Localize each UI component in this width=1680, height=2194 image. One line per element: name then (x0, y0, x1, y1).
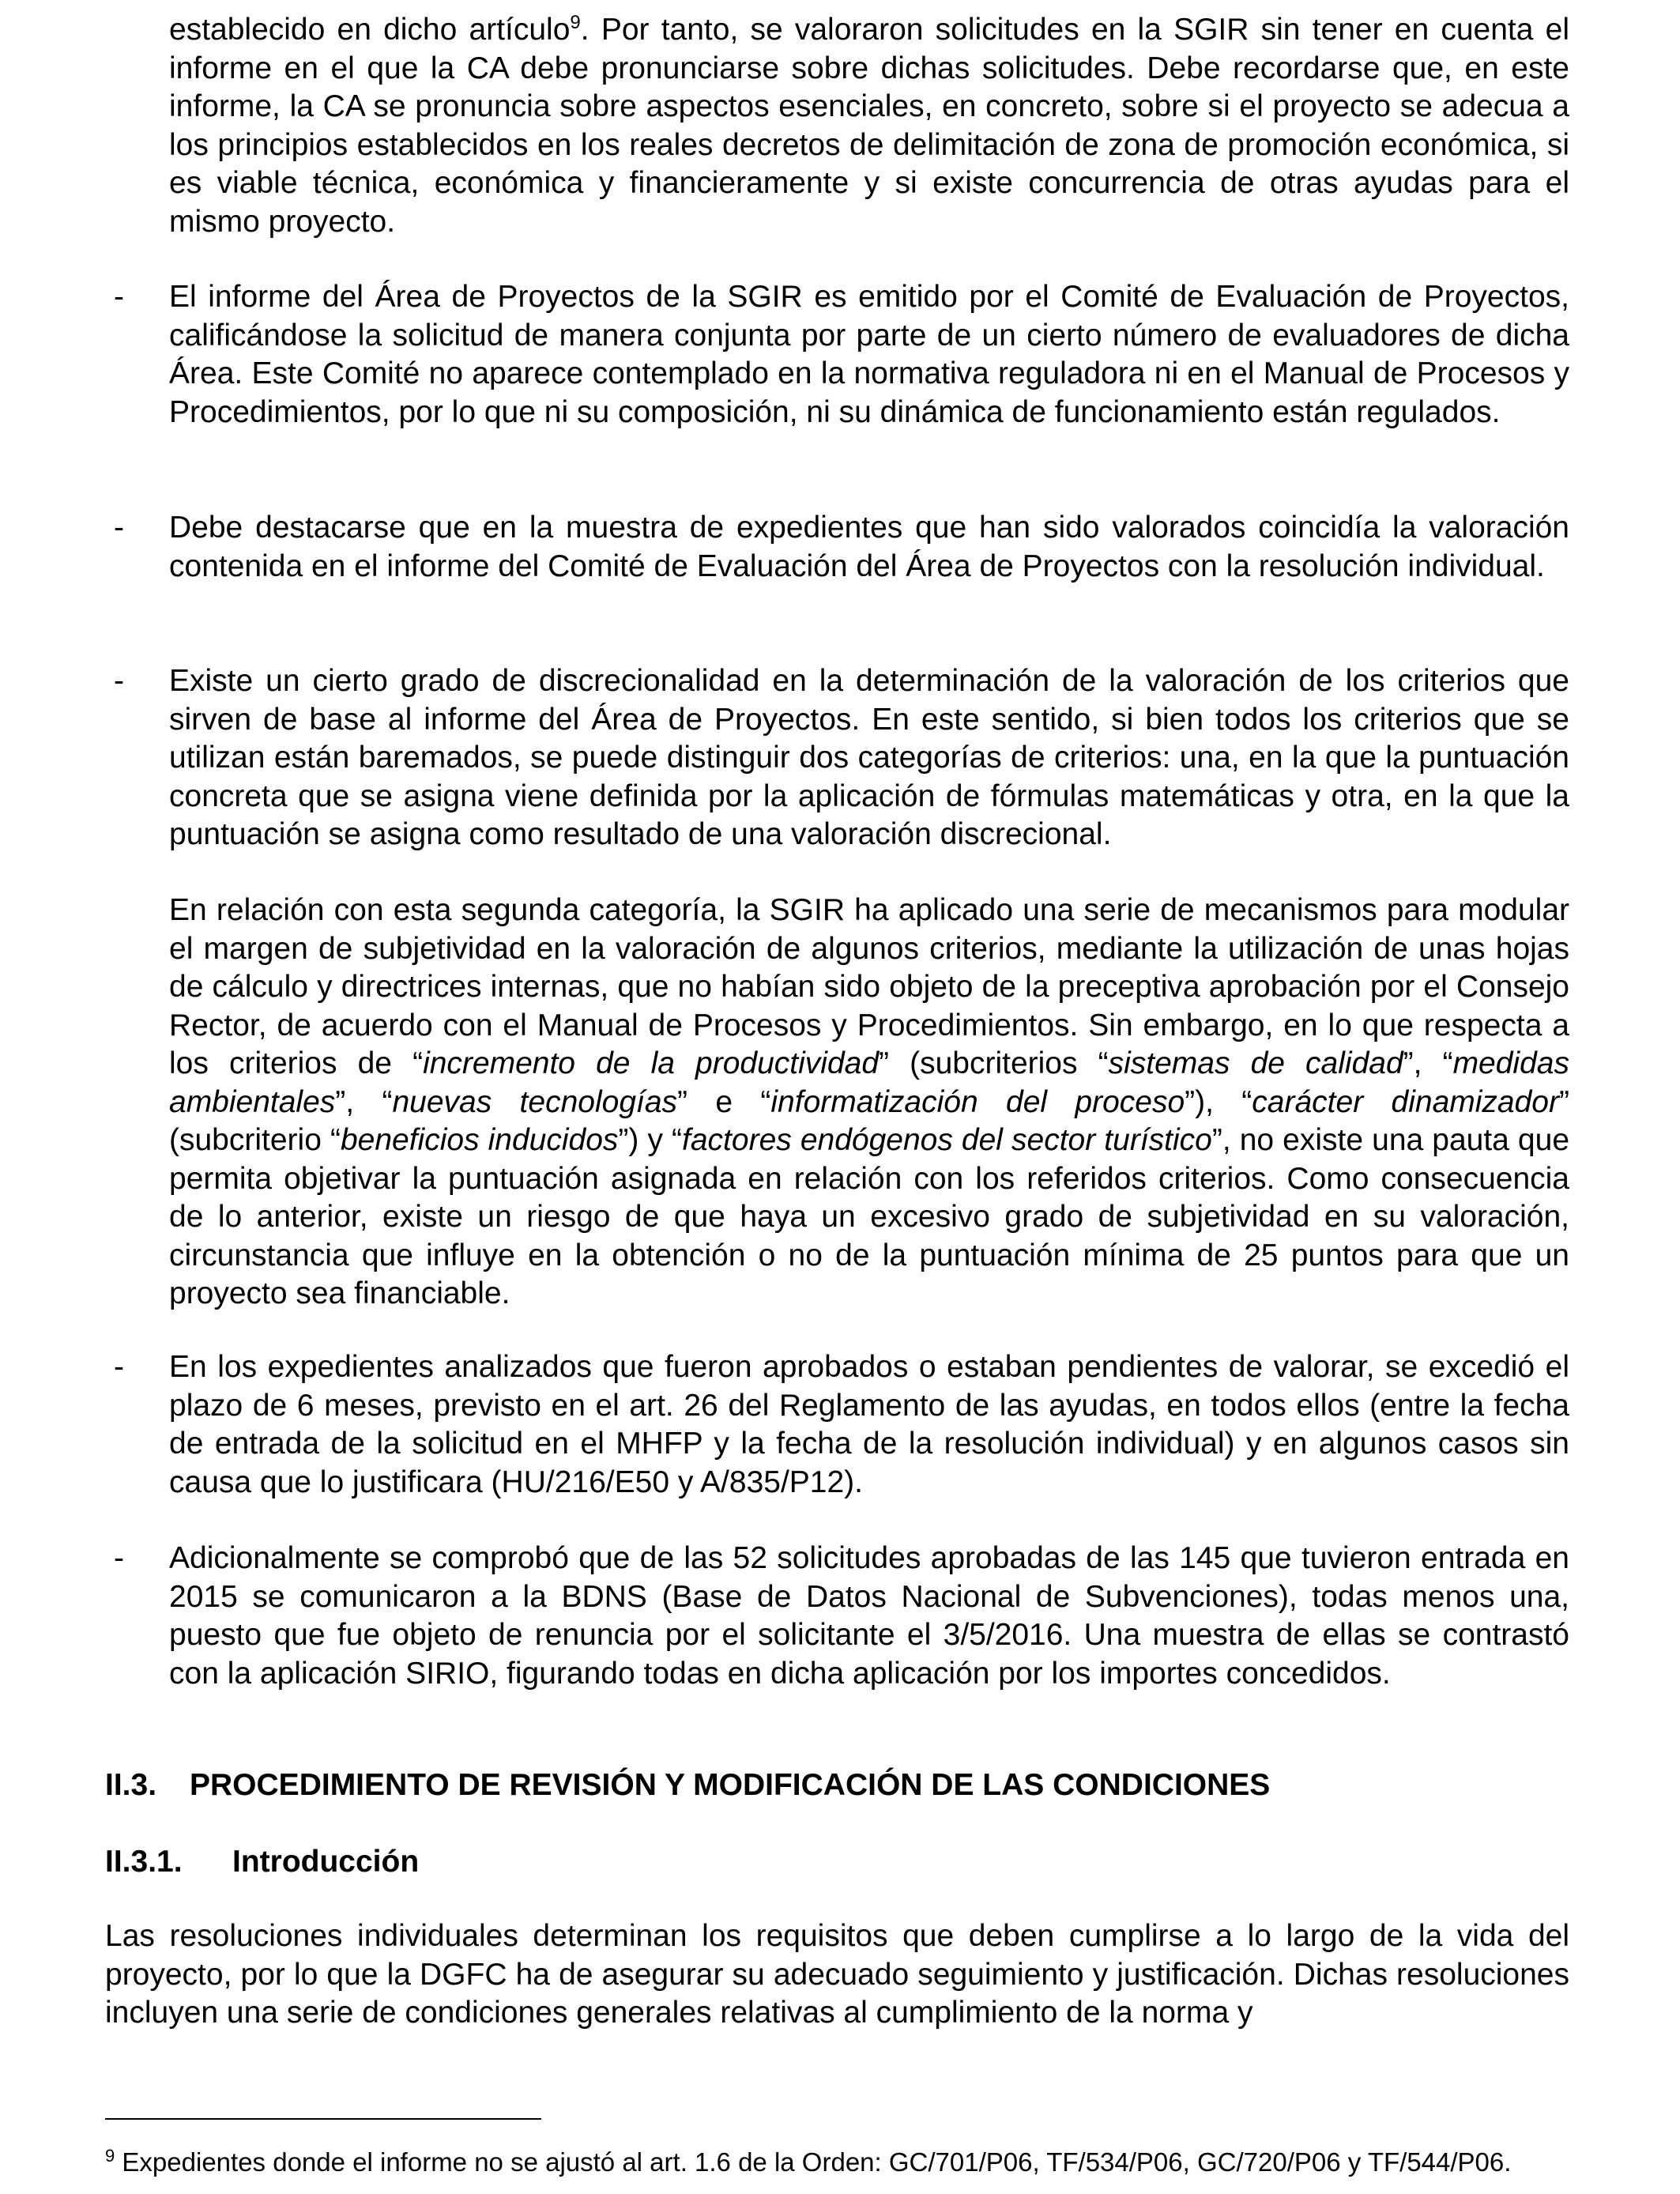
text-run: ” e “ (677, 1084, 771, 1119)
subsection-number: II.3.1. (105, 1845, 183, 1879)
italic-term: sistemas de calidad (1108, 1046, 1403, 1080)
italic-term: nuevas tecnologías (392, 1084, 678, 1119)
italic-term: beneficios inducidos (340, 1123, 619, 1157)
italic-term: factores endógenos del sector turístico (682, 1123, 1212, 1157)
footnote-text: Expedientes donde el informe no se ajustó al art. 1.6 de la Orden: GC/701/P06, TF/534/P06, GC/720/P06 y TF/544/P06. (115, 2147, 1512, 2177)
italic-term: carácter dinamizador (1252, 1084, 1559, 1119)
paragraph-continuation (169, 11, 1569, 241)
text-run: En relación con esta segunda categoría, la SGIR ha aplicado una serie de mecanismos para modular el margen de subjetividad en la valoración de algunos criterios, mediante la utilización de unas hojas de cálculo y directrices internas, que no habían sido objeto de la preceptiva aprobación por el Consejo Rector, de acuerdo con el Manual de Procesos y Procedimientos. Sin embargo, en lo que respecta a los criterios de “ (169, 893, 1569, 1080)
subsection-heading (105, 1843, 419, 1881)
bullet-item-valoracion: Debe destacarse que en la muestra de expedientes que han sido valorados coincidía la valoración contenida en el informe del Comité de Evaluación del Área de Proyectos con la resolución individual. (169, 511, 1569, 583)
bullet-item-plazo: En los expedientes analizados que fueron aprobados o estaban pendientes de valorar, se excedió el plazo de 6 meses, previsto en el art. 26 del Reglamento de las ayudas, en todos ellos (entre la fecha de entrada de la solicitud en el MHFP y la fecha de la resolución individual) y en algunos casos sin causa que lo justificara (HU/216/E50 y A/835/P12). (169, 1350, 1569, 1499)
footnote-reference: 9 (570, 12, 581, 33)
bullet-marker: - (114, 1350, 124, 1384)
bullet-item-discrecionalidad-continued (169, 892, 1569, 1314)
text-run: ”, “ (335, 1084, 393, 1119)
bullet-marker: - (114, 511, 124, 545)
italic-term: informatización del proceso (770, 1084, 1185, 1119)
subsection-title: Introducción (232, 1845, 420, 1879)
section-heading (105, 1766, 1270, 1804)
text-run: ”) y “ (618, 1123, 683, 1157)
bullet-marker: - (114, 280, 124, 314)
footnote-marker: 9 (105, 2146, 115, 2166)
italic-term: incremento de la productividad (423, 1046, 880, 1080)
italic-term: medidas ambientales (169, 1046, 1569, 1119)
text-run: ” (subcriterios “ (879, 1046, 1109, 1080)
section-title: PROCEDIMIENTO DE REVISIÓN Y MODIFICACIÓN DE LAS CONDICIONES (190, 1768, 1271, 1802)
bullet-item-committee: El informe del Área de Proyectos de la SGIR es emitido por el Comité de Evaluación de Proyectos, calificándose la solicitud de manera conjunta por parte de un cierto número de evaluadores de dicha Área. Este Comité no aparece contemplado en la normativa reguladora ni en el Manual de Procesos y Procedimientos, por lo que ni su composición, ni su dinámica de funcionamiento están regulados. (169, 280, 1569, 429)
text-run: ”, no existe una pauta que permita objetivar la puntuación asignada en relación con los referidos criterios. Como consecuencia de lo anterior, existe un riesgo de que haya un excesivo grado de subjetividad en su valoración, circunstancia que influye en la obtención o no de la puntuación mínima de 25 puntos para que un proyecto sea financiable. (169, 1123, 1570, 1310)
section-number: II.3. (105, 1768, 157, 1802)
bullet-item-bdns: Adicionalmente se comprobó que de las 52 solicitudes aprobadas de las 145 que tuvieron entrada en 2015 se comunicaron a la BDNS (Base de Datos Nacional de Subvenciones), todas menos una, puesto que fue objeto de renuncia por el solicitante el 3/5/2016. Una muestra de ellas se contrastó con la aplicación SIRIO, figurando todas en dicha aplicación por los importes concedidos. (169, 1541, 1569, 1691)
text-run: ”), “ (1185, 1084, 1252, 1119)
paragraph-text: . Por tanto, se valoraron solicitudes en la SGIR sin tener en cuenta el informe en el que la CA debe pronunciarse sobre dichas solicitudes. Debe recordarse que, en este informe, la CA se pronuncia sobre aspectos esenciales, en concreto, sobre si el proyecto se adecua a los principios establecidos en los reales decretos de delimitación de zona de promoción económica, si es viable técnica, económica y financieramente y si existe concurrencia de otras ayudas para el mismo proyecto. (169, 13, 1569, 239)
bullet-marker: - (114, 664, 124, 698)
paragraph-introduccion: Las resoluciones individuales determinan los requisitos que deben cumplirse a lo largo de la vida del proyecto, por lo que la DGFC ha de asegurar su adecuado seguimiento y justificación. Dichas resoluciones incluyen una serie de condiciones generales relativas al cumplimiento de la norma y (105, 1919, 1569, 2030)
bullet-item-discrecionalidad: Existe un cierto grado de discrecionalidad en la determinación de la valoración de los criterios que sirven de base al informe del Área de Proyectos. En este sentido, si bien todos los criterios que se utilizan están baremados, se puede distinguir dos categorías de criterios: una, en la que la puntuación concreta que se asigna viene definida por la aplicación de fórmulas matemáticas y otra, en la que la puntuación se asigna como resultado de una valoración discrecional. (169, 664, 1569, 851)
footnote (105, 2147, 1511, 2178)
footnote-separator (105, 2118, 541, 2120)
text-run: ” (subcriterio “ (169, 1084, 1569, 1157)
text-run: ”, “ (1403, 1046, 1453, 1080)
bullet-marker: - (114, 1541, 124, 1575)
paragraph-text: establecido en dicho artículo (169, 13, 571, 47)
